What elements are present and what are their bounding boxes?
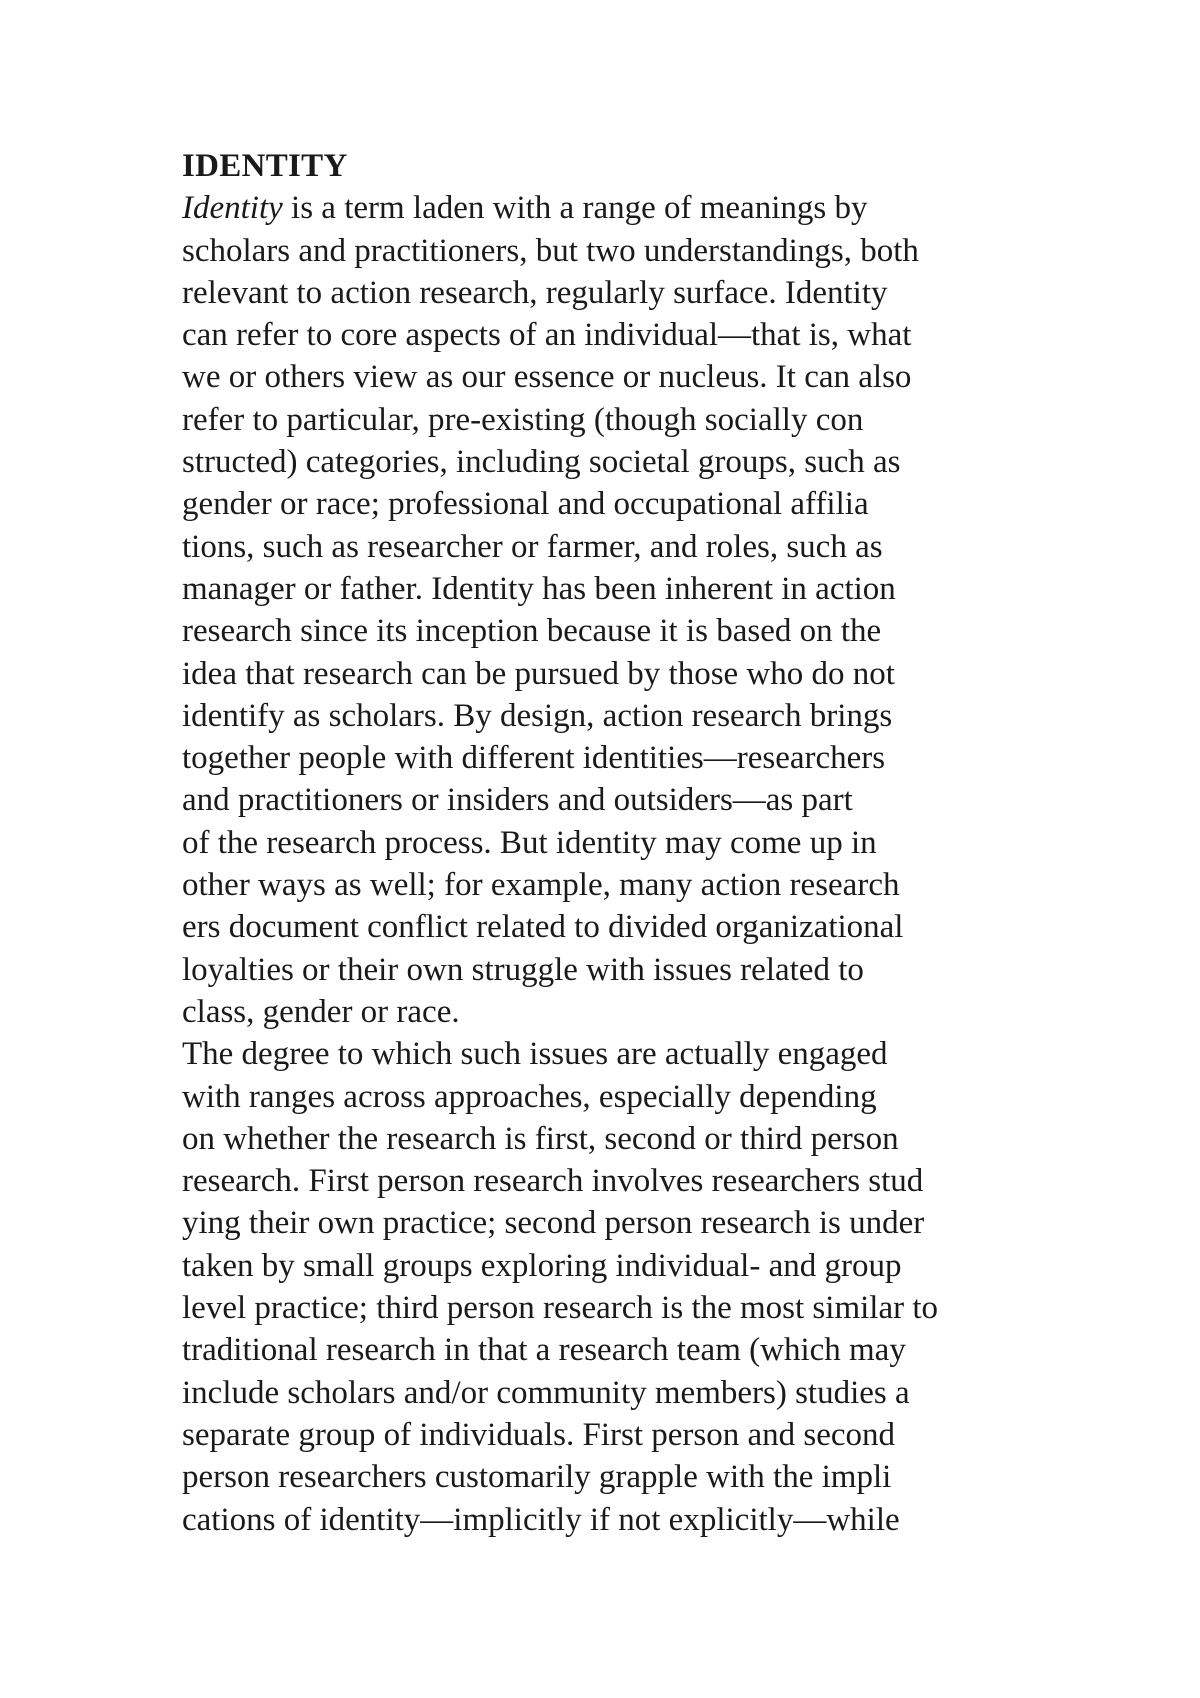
text-line: idea that research can be pursued by those who do not xyxy=(182,655,895,692)
text-line: tions, such as researcher or farmer, and roles, such as xyxy=(182,528,883,565)
text-line: structed) categories, including societal groups, such as xyxy=(182,444,901,481)
text-line: other ways as well; for example, many action research xyxy=(182,867,900,904)
text-line: together people with different identities—researchers xyxy=(182,740,886,777)
text-line: relevant to action research, regularly surface. Identity xyxy=(182,274,888,311)
text-line: ers document conflict related to divided organizational xyxy=(182,909,904,946)
text-line: class, gender or race. xyxy=(182,993,460,1030)
text-line: taken by small groups exploring individual- and group xyxy=(182,1247,902,1284)
first-line xyxy=(182,187,1062,229)
text-line: and practitioners or insiders and outsiders—as part xyxy=(182,782,853,819)
paragraph-1 xyxy=(182,230,1062,1034)
text-line: loyalties or their own struggle with issues related to xyxy=(182,951,864,988)
text-line: of the research process. But identity may come up in xyxy=(182,824,877,861)
text-line: manager or father. Identity has been inherent in action xyxy=(182,570,896,607)
text-line: person researchers customarily grapple with the impli xyxy=(182,1459,892,1496)
text-line: on whether the research is first, second or third person xyxy=(182,1120,899,1157)
text-line: cations of identity—implicitly if not explicitly—while xyxy=(182,1501,900,1538)
section-heading: IDENTITY xyxy=(182,148,348,184)
text-line: can refer to core aspects of an individual—that is, what xyxy=(182,317,912,354)
text-line: level practice; third person research is the most similar to xyxy=(182,1290,939,1327)
text-line: The degree to which such issues are actually engaged xyxy=(182,1036,888,1073)
text-line: traditional research in that a research team (which may xyxy=(182,1332,906,1369)
text-line: we or others view as our essence or nucleus. It can also xyxy=(182,359,912,396)
text-line: gender or race; professional and occupational affilia xyxy=(182,486,869,523)
text-line: with ranges across approaches, especially depending xyxy=(182,1078,877,1115)
text-line: include scholars and/or community members) studies a xyxy=(182,1374,910,1411)
text-line: scholars and practitioners, but two understandings, both xyxy=(182,232,919,269)
body-text xyxy=(182,145,1062,1541)
text-line: ying their own practice; second person research is under xyxy=(182,1205,925,1242)
text-line: research. First person research involves researchers stud xyxy=(182,1163,924,1200)
first-line-rest: is a term laden with a range of meanings by xyxy=(282,190,868,227)
italic-term: Identity xyxy=(182,190,283,227)
text-line: research since its inception because it is based on the xyxy=(182,613,882,650)
text-line: separate group of individuals. First person and second xyxy=(182,1416,896,1453)
text-line: identify as scholars. By design, action research brings xyxy=(182,697,893,734)
paragraph-2 xyxy=(182,1033,1062,1541)
text-line: refer to particular, pre-existing (though socially con xyxy=(182,401,864,438)
